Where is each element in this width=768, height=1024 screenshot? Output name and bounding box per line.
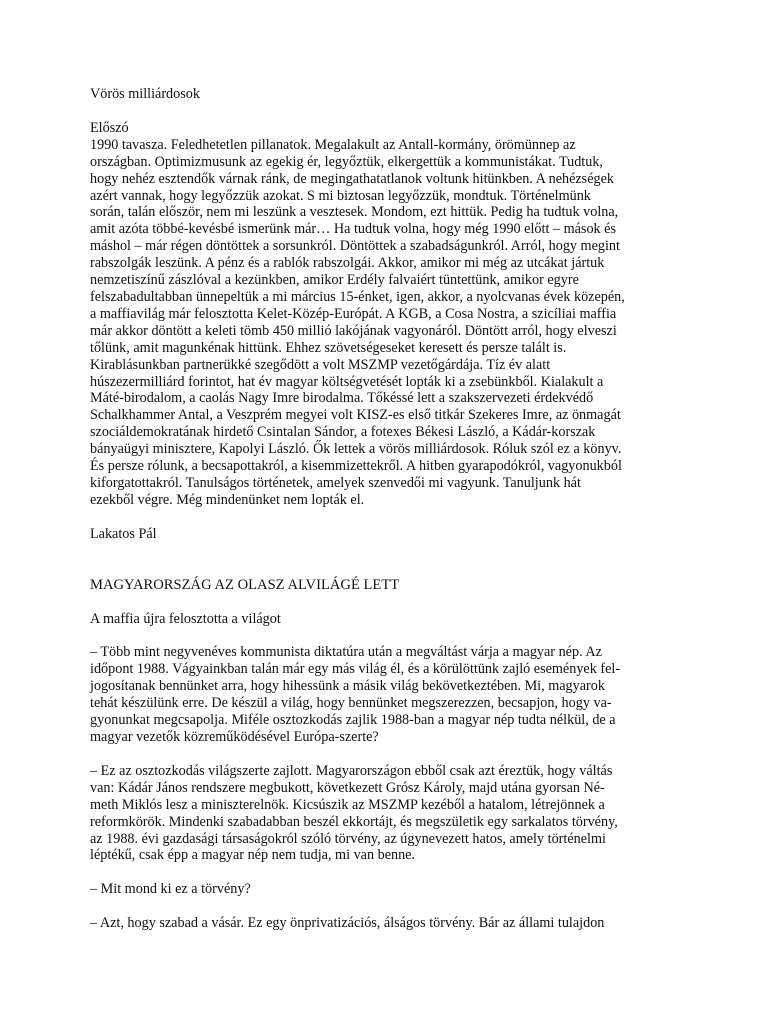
paragraph-line: időpont 1988. Vágyainkban talán már egy más világ él, és a körülöttünk zajló események fel- (90, 661, 621, 678)
spacer (90, 627, 680, 644)
preface-line: azért vannak, hogy legyőzzük azokat. S mi biztosan legyőzzük, mondtuk. Történelmünk (90, 187, 591, 204)
paragraph-line: gyonunkat megcsapolja. Miféle osztozkodás zajlik 1988-ban a magyar nép tudta nélkül, de a (90, 712, 616, 729)
paragraph-line: magyar vezetők közreműködésével Európa-szerte? (90, 729, 379, 745)
paragraph-line: – Ez az osztozkodás világszerte zajlott. Magyarországon ebből csak azt éreztük, hogy váltás (90, 762, 613, 779)
preface-line: ezekből végre. Még mindenünket nem lopták el. (90, 491, 365, 508)
paragraph-line: meth Miklós lesz a miniszterelnök. Kicsúszik az MSZMP kezéből a hatalom, létrejönnek a (90, 796, 605, 813)
preface-text (90, 137, 680, 509)
preface-line: Schalkhammer Antal, a Veszprém megyei volt KISZ-es első titkár Szekeres Imre, az önmagát (90, 407, 621, 424)
preface-line: hogy nehéz esztendők várnak ránk, de megingathatatlanok voltunk hitünkben. A nehézségek (90, 170, 614, 187)
paragraph-line: – Több mint negyvenéves kommunista diktatúra után a megváltást várja a magyar nép. Az (90, 644, 602, 661)
preface-line: a maffiavilág már felosztotta Kelet-Közép-Európát. A KGB, a Cosa Nostra, a szicíliai maffia (90, 305, 617, 322)
preface-line: során, talán először, nem mi leszünk a vesztesek. Mondom, ezt hittük. Pedig ha tudtuk volna, (90, 204, 619, 221)
spacer (90, 594, 680, 611)
chapter-paragraph-2 (90, 763, 680, 864)
preface-heading: Előszó (90, 119, 129, 136)
preface-line: tőlünk, amit magunkénak hittünk. Ehhez szövetségeseket keresett és persze talált is. (90, 339, 567, 356)
paragraph-line: jogosítanak bennünket arra, hogy hihessünk a másik világ bekövetkeztében. Mi, magyarok (90, 678, 605, 695)
preface-line: Kirablásunkban partnerükké szegődött a volt MSZMP vezetőgárdája. Tíz év alatt (90, 356, 551, 373)
preface-line: országban. Optimizmusunk az egekig ér, legyőztük, elkergettük a kommunistákat. Tudtuk, (90, 153, 603, 170)
preface-line: 1990 tavasza. Feledhetetlen pillanatok. Megalakult az Antall-kormány, örömünnep az (90, 136, 576, 153)
chapter-subtitle: A maffia újra felosztotta a világot (90, 610, 281, 627)
answer-line: – Azt, hogy szabad a vásár. Ez egy önprivatizációs, álságos törvény. Bár az állami tulajdon (90, 915, 605, 932)
paragraph-line: az 1988. évi gazdasági társaságokról szóló törvény, az úgynevezett hatos, amely történelmi (90, 830, 606, 847)
paragraph-line: tehát készülünk erre. De készül a világ, hogy bennünket megszerezzen, becsapjon, hogy va- (90, 695, 612, 712)
preface-line: bányaügyi minisztere, Kapolyi László. Ők lettek a vörös milliárdosok. Róluk szól ez a könyv. (90, 441, 622, 458)
preface-line: amit azóta többé-kevésbé ismerünk már… Ha tudtuk volna, hogy még 1990 előtt – mások és (90, 221, 616, 238)
spacer (90, 898, 680, 915)
preface-line: rabszolgák leszünk. A pénz és a rablók rabszolgái. Akkor, amikor mi még az utcákat jártuk (90, 255, 605, 272)
spacer (90, 103, 680, 120)
preface-line: kiforgatottakról. Tanulságos történetek, amelyek szenvedői mi vagyunk. Tanuljunk hát (90, 474, 581, 491)
preface-author: Lakatos Pál (90, 525, 157, 542)
book-title: Vörös milliárdosok (90, 86, 200, 102)
preface-line: húszezermilliárd forintot, hat év magyar költségvetését lopták ki a zsebünkből. Kialakult a (90, 373, 604, 390)
chapter-title: MAGYARORSZÁG AZ OLASZ ALVILÁGÉ LETT (90, 576, 400, 593)
paragraph-line: reformkörök. Mindenki szabadabban beszél ekkortájt, és megszületik egy sarkalatos törvény, (90, 813, 618, 830)
spacer (90, 543, 680, 560)
document-page (90, 86, 680, 932)
spacer (90, 509, 680, 526)
paragraph-line: léptékű, csak épp a magyar nép nem tudja, mi van benne. (90, 847, 416, 864)
preface-line: már akkor döntött a keleti tömb 450 millió lakójának vagyonáról. Döntött arról, hogy elveszi (90, 322, 617, 339)
preface-line: máshol – már régen döntöttek a sorsunkról. Döntöttek a szabadságunkról. Arról, hogy megint (90, 238, 620, 255)
preface-line: felszabadultabban ünnepeltük a mi március 15-énket, igen, akkor, a nyolcvanas évek közepén, (90, 288, 625, 305)
preface-line: És persze rólunk, a becsapottakról, a kisemmizettekről. A hitben gyarapodókról, vagyonukból (90, 458, 622, 475)
paragraph-line: van: Kádár János rendszere megbukott, következett Grósz Károly, majd utána gyorsan Né- (90, 779, 605, 796)
spacer (90, 864, 680, 881)
question-line: – Mit mond ki ez a törvény? (90, 881, 251, 898)
preface-line: nemzetiszínű zászlóval a kezünkben, amikor Erdély falvaiért tüntettünk, amikor egyre (90, 272, 579, 289)
preface-line: szociáldemokratának hirdető Csintalan Sándor, a fotexes Békesi László, a Kádár-korszak (90, 424, 596, 441)
chapter-paragraph-1 (90, 644, 680, 745)
spacer (90, 746, 680, 763)
preface-line: Máté-birodalom, a caolás Nagy Imre birodalma. Tőkéssé lett a szakszervezeti érdekvédő (90, 390, 594, 407)
spacer (90, 560, 680, 577)
